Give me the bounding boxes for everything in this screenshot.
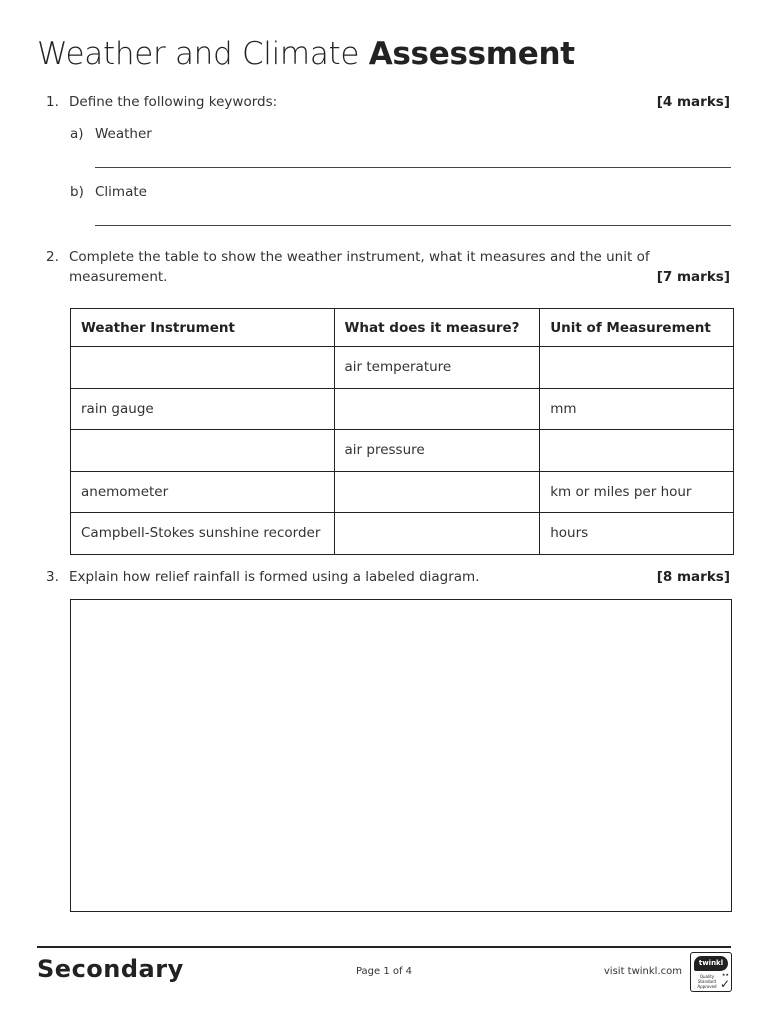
title-light: Weather and Climate: [37, 36, 360, 72]
page-title: [37, 36, 575, 72]
cell-instrument: rain gauge: [71, 388, 335, 430]
q1a-answer-line[interactable]: [95, 167, 731, 168]
cell-measure[interactable]: [334, 388, 540, 430]
quality-badge-icon: [690, 952, 732, 992]
table-header-row: [71, 309, 734, 347]
badge-logo: twinkl: [694, 956, 728, 971]
q1-number: 1.: [46, 94, 59, 110]
badge-text: Quality Standard Approved: [697, 974, 717, 989]
table-row: [71, 430, 734, 472]
q3-text: Explain how relief rainfall is formed using a labeled diagram.: [69, 569, 480, 585]
cell-measure[interactable]: [334, 471, 540, 513]
q1-text: Define the following keywords:: [69, 94, 278, 110]
cell-instrument[interactable]: [71, 347, 335, 389]
visit-link[interactable]: visit twinkl.com: [603, 966, 682, 977]
q2-marks: [7 marks]: [656, 269, 730, 285]
diagram-answer-box[interactable]: [70, 599, 732, 912]
cell-unit[interactable]: [540, 347, 734, 389]
instrument-table: [70, 308, 734, 555]
brand-logo: Secondary: [37, 955, 184, 983]
q3-number: 3.: [46, 569, 59, 585]
check-icon: ✓: [719, 977, 730, 991]
cell-measure: air temperature: [334, 347, 540, 389]
table-row: [71, 471, 734, 513]
cell-measure: air pressure: [334, 430, 540, 472]
cell-measure[interactable]: [334, 513, 540, 555]
q1a-letter: a): [70, 126, 84, 142]
q1a-label: Weather: [95, 126, 152, 142]
q2-number: 2.: [46, 249, 59, 265]
q1-marks: [4 marks]: [656, 94, 730, 110]
cell-unit: hours: [540, 513, 734, 555]
cell-instrument[interactable]: [71, 430, 335, 472]
cell-unit: km or miles per hour: [540, 471, 734, 513]
cell-unit[interactable]: [540, 430, 734, 472]
q1b-answer-line[interactable]: [95, 225, 731, 226]
header-unit-of-measurement: Unit of Measurement: [540, 309, 734, 347]
q2-text-line2: measurement.: [69, 269, 168, 285]
header-weather-instrument: Weather Instrument: [71, 309, 335, 347]
cell-unit: mm: [540, 388, 734, 430]
cell-instrument: Campbell-Stokes sunshine recorder: [71, 513, 335, 555]
header-what-it-measures: What does it measure?: [334, 309, 540, 347]
title-bold: Assessment: [368, 36, 575, 72]
q1b-label: Climate: [95, 184, 147, 200]
table-row: [71, 513, 734, 555]
table-row: [71, 347, 734, 389]
q3-marks: [8 marks]: [656, 569, 730, 585]
footer-divider: [37, 946, 731, 948]
page-number: Page 1 of 4: [355, 966, 413, 977]
cell-instrument: anemometer: [71, 471, 335, 513]
q1b-letter: b): [70, 184, 84, 200]
stars-icon: ★★: [721, 972, 729, 977]
table-row: [71, 388, 734, 430]
q2-text-line1: Complete the table to show the weather instrument, what it measures and the unit of: [69, 249, 650, 265]
